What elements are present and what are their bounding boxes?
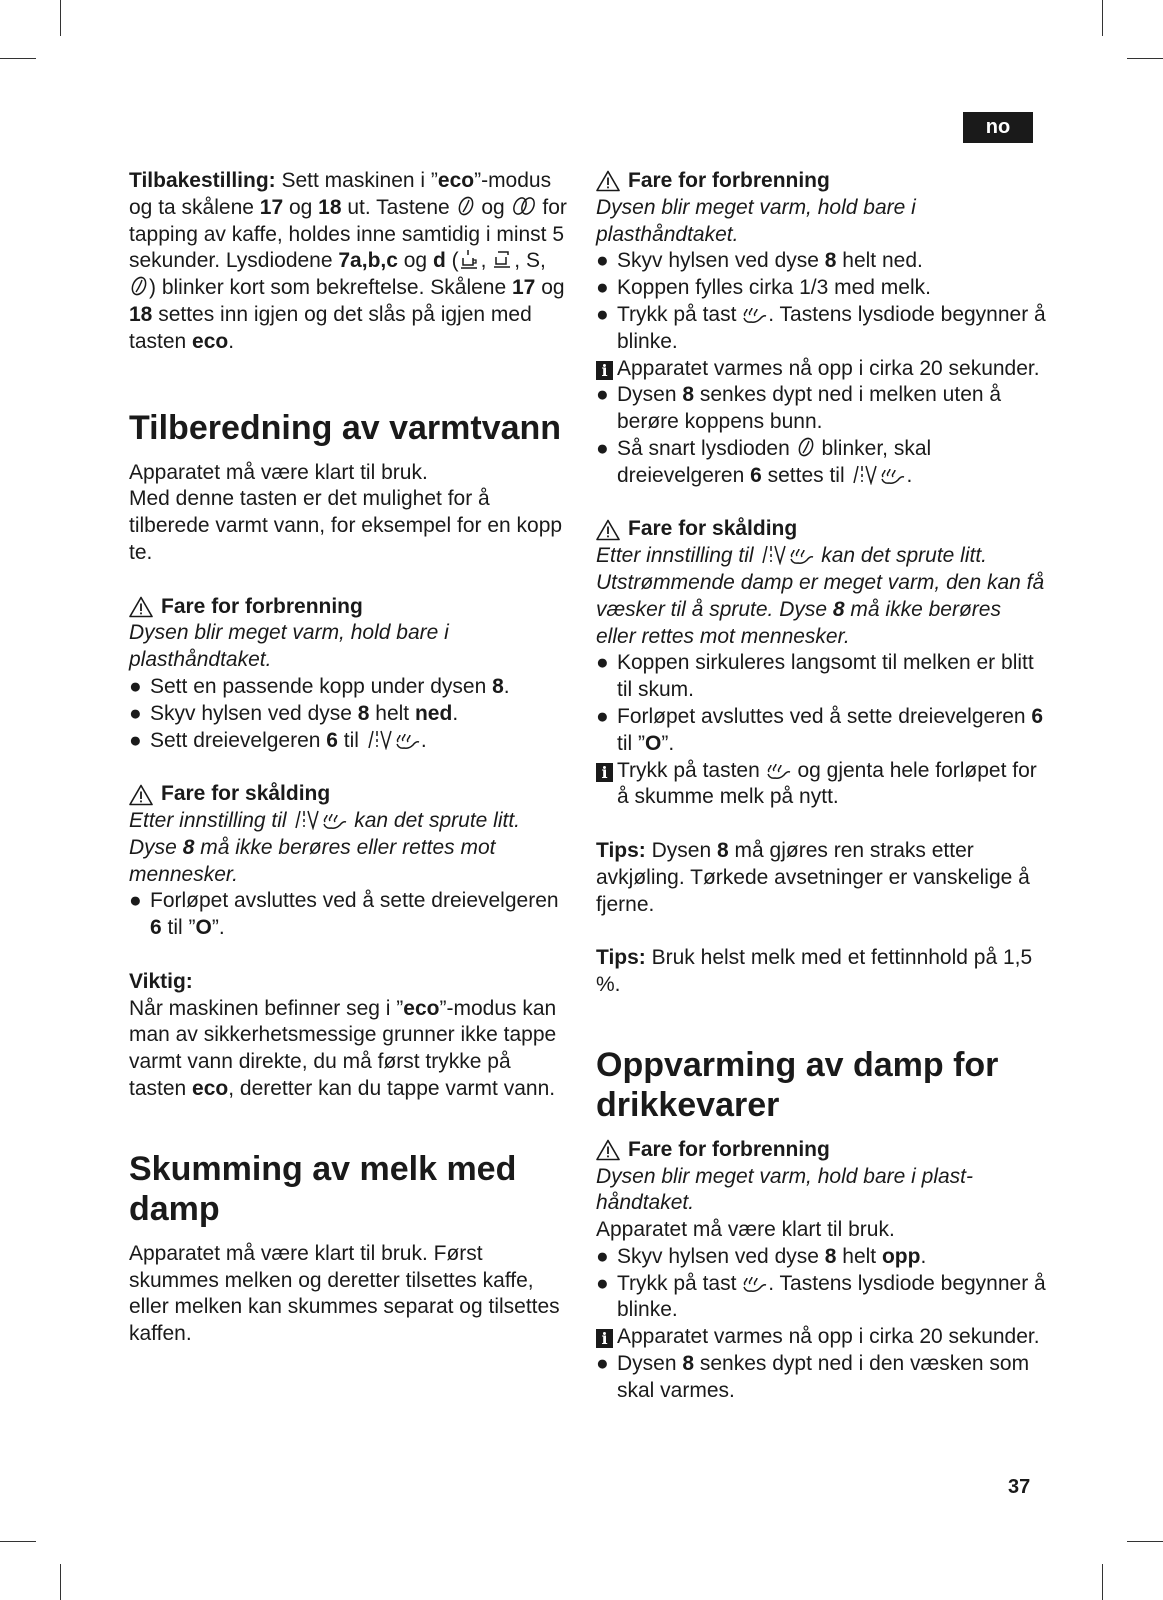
single-bean-icon	[456, 195, 476, 217]
list-item: ● Sett dreievelgeren 6 til .	[129, 728, 569, 755]
bullet-icon: ●	[129, 889, 142, 913]
warning-burn-title: Fare for forbrenning	[596, 168, 1046, 195]
list-item: ● Trykk på tast . Tastens lysdiode begynner å blinke.	[596, 302, 1046, 353]
list-item: ● Skyv hylsen ved dyse 8 helt ned.	[129, 701, 569, 728]
warning-burn-title: Fare for forbrenning	[596, 1137, 1046, 1164]
list-item: ● Dysen 8 senkes dypt ned i den væsken som skal varmes.	[596, 1352, 1030, 1402]
reset-paragraph: Tilbakestilling: Sett maskinen i ”eco”-modus og ta skålene 17 og 18 ut. Tastene og for tapping av kaffe, holdes inne samtidig i minst 5 sekunder. Lysdiodene 7a,b,c og d ( , , S, ) blinker kort som bekreftelse. Skålene 17 og 18 settes inn igjen og det slås på igjen med tasten eco.	[129, 169, 567, 353]
page-number: 37	[1008, 1476, 1031, 1498]
list-item: ● Så snart lysdioden blinker, skal dreievelgeren 6 settes til .	[596, 436, 932, 487]
list-item: ● Koppen fylles cirka 1/3 med melk.	[596, 275, 1046, 302]
list-item: ● Trykk på tast . Tastens lysdiode begynner å blinke.	[596, 1271, 1046, 1322]
list-item: ● Forløpet avsluttes ved å sette dreievelgeren 6 til ”O”.	[596, 704, 1044, 755]
warning-scald-title: Fare for skålding	[596, 516, 1046, 543]
info-icon: i	[596, 361, 613, 380]
bullet-icon: ●	[596, 1271, 609, 1295]
list-item: ● Dysen 8 senkes dypt ned i melken uten å berøre koppens bunn.	[596, 383, 1002, 434]
bullet-icon: ●	[596, 1352, 609, 1376]
info-item: i Apparatet varmes nå opp i cirka 20 sekunder.	[596, 356, 1046, 383]
warning-icon	[129, 784, 153, 806]
bullet-icon: ●	[129, 701, 142, 725]
warning-icon	[596, 170, 620, 192]
info-item: i Apparatet varmes nå opp i cirka 20 sekunder.	[596, 1324, 1046, 1351]
crop-mark	[1102, 1564, 1103, 1600]
list-item: ● Sett en passende kopp under dysen 8.	[129, 674, 569, 701]
bullet-icon: ●	[596, 1244, 609, 1268]
list-item: ● Forløpet avsluttes ved å sette dreievelgeren 6 til ”O”.	[129, 889, 559, 940]
warning-burn-text: Dysen blir meget varm, hold bare i plasthåndtaket.	[596, 195, 916, 246]
hotwater-intro: Apparatet må være klart til bruk.	[129, 460, 428, 484]
bullet-icon: ●	[596, 249, 609, 273]
list-item: ● Skyv hylsen ved dyse 8 helt ned.	[596, 248, 1046, 275]
hot-water-steam-icon	[850, 463, 906, 485]
steam-icon	[766, 758, 792, 780]
bullet-icon: ●	[596, 651, 609, 675]
tips-paragraph: Tips: Bruk helst melk med et fettinnhold på 1,5 %.	[596, 946, 1033, 996]
hotwater-description: Med denne tasten er det mulighet for å tilberede varmt vann, for eksempel for en kopp te.	[129, 487, 563, 564]
steam-icon	[742, 302, 768, 324]
left-column	[129, 168, 569, 1348]
crop-mark	[1127, 58, 1163, 59]
right-column	[596, 168, 1046, 1405]
bullet-icon: ●	[129, 674, 142, 698]
list-item: ● Koppen sirkuleres langsomt til melken er blitt til skum.	[596, 651, 1034, 702]
milk-heading: Skumming av melk med damp	[129, 1149, 517, 1228]
crop-mark	[1102, 0, 1103, 36]
crop-mark	[60, 0, 61, 36]
crop-mark	[60, 1564, 61, 1600]
warning-burn-text: Dysen blir meget varm, hold bare i plast-håndtaket.	[596, 1164, 973, 1215]
crop-mark	[0, 58, 36, 59]
bullet-icon: ●	[129, 728, 142, 752]
warning-icon	[129, 596, 153, 618]
warning-scald-text: Etter innstilling til kan det sprute litt. Dyse 8 må ikke berøres eller rettes mot mennesker.	[129, 808, 520, 886]
warning-burn-text: Dysen blir meget varm, hold bare i plasthåndtaket.	[129, 621, 449, 672]
crop-mark	[0, 1541, 36, 1542]
warning-icon	[596, 519, 620, 541]
hot-water-steam-icon	[759, 543, 815, 565]
warning-scald-title: Fare for skålding	[129, 781, 569, 808]
info-icon: i	[596, 763, 613, 782]
ready-text: Apparatet må være klart til bruk.	[596, 1218, 895, 1242]
bean-icon	[129, 275, 149, 297]
warning-scald-text: Etter innstilling til kan det sprute litt. Utstrømmende damp er meget varm, den kan få væsker til å sprute. Dyse 8 må ikke berøres eller rettes mot mennesker.	[596, 544, 1045, 648]
info-icon: i	[596, 1329, 613, 1348]
bullet-icon: ●	[596, 436, 609, 460]
bullet-icon: ●	[596, 704, 609, 728]
tips-paragraph: Tips: Dysen 8 må gjøres ren straks etter avkjøling. Tørkede avsetninger er vanskelige å fjerne.	[596, 838, 1030, 916]
steam-heading: Oppvarming av damp for drikkevarer	[596, 1045, 999, 1124]
crop-mark	[1127, 1541, 1163, 1542]
reset-label: Tilbakestilling:	[129, 169, 276, 192]
important-text: Når maskinen befinner seg i ”eco”-modus kan man av sikkerhetsmessige grunner ikke tappe varmt vann direkte, du må først trykke på tasten eco, deretter kan du tappe varmt vann.	[129, 996, 557, 1100]
warning-burn-title: Fare for forbrenning	[129, 594, 569, 621]
bullet-icon: ●	[596, 302, 609, 326]
language-tab: no	[963, 112, 1033, 143]
cup-tray-icon	[492, 248, 514, 270]
milk-intro: Apparatet må være klart til bruk. Først skummes melken og deretter tilsettes kaffe, eller melken kan skummes separat og tilsettes kaffen.	[129, 1241, 560, 1346]
warning-icon	[596, 1139, 620, 1161]
important-label: Viktig:	[129, 969, 193, 993]
double-bean-icon	[511, 195, 537, 217]
bean-icon	[796, 436, 816, 458]
hotwater-heading: Tilberedning av varmtvann	[129, 408, 562, 447]
cup-fill-icon	[459, 248, 481, 270]
hot-water-steam-icon	[292, 808, 348, 830]
info-item: i Trykk på tasten og gjenta hele forløpet for å skumme melk på nytt.	[596, 758, 1046, 812]
list-item: ● Skyv hylsen ved dyse 8 helt opp.	[596, 1244, 1046, 1271]
bullet-icon: ●	[596, 383, 609, 407]
hot-water-steam-icon	[365, 728, 421, 750]
steam-icon	[742, 1271, 768, 1293]
bullet-icon: ●	[596, 276, 609, 300]
